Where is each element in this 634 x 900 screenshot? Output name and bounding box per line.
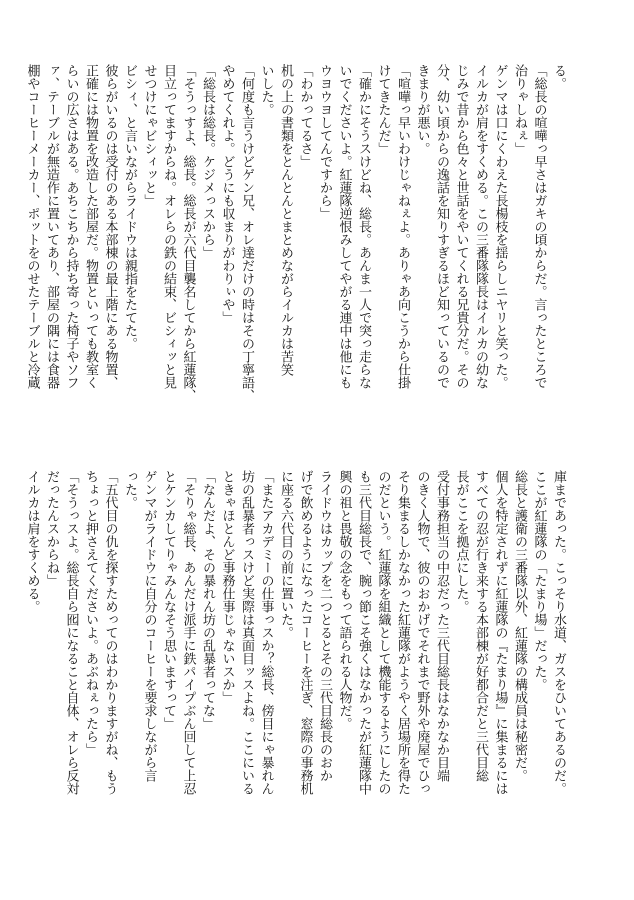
bottom-block-line: 「そりゃ総長、あんだけ派手に鉄パイプぶん回して上忍 <box>180 470 196 795</box>
bottom-block-line: った。 <box>122 470 137 509</box>
bottom-block-line: 個人を特定されずに紅蓮隊の『たまり場』に集まるには <box>492 470 508 795</box>
bottom-block-line: ちょっと押さえてくださいよ。あぶねぇったら」 <box>83 470 98 756</box>
bottom-block-line: のきく人物で、彼のおかげでそれまで野外や廃屋でひっ <box>414 470 430 795</box>
top-block-line: 正確には物置を改造した部屋だ。物置といっても教室く <box>83 64 98 389</box>
text-column-block-top <box>24 64 568 404</box>
top-block-line: る。 <box>551 64 566 90</box>
bottom-block-line: そり集まるしかなかった紅蓮隊がようやく居場所を得た <box>395 470 410 795</box>
top-block-line: ァ、テーブルが無造作に置いてあり、部屋の隅には食器 <box>44 64 59 389</box>
bottom-block-line: 受付事務担当の中忍だった三代目総長はなかなか目端 <box>434 470 449 782</box>
top-block-line: 治りゃしねぇ」 <box>512 64 527 155</box>
bottom-block-line: も三代目総長で、腕っ節こそ強くはなかったが紅蓮隊中 <box>356 470 371 795</box>
top-block-line: ウヨウヨしてんですから」 <box>317 64 332 220</box>
bottom-block-line: のだという。紅蓮隊を組織として機能するようにしたの <box>375 470 391 795</box>
top-block-line: 彼らがいるのは受付のある本部棟の最上階にある物置、 <box>102 64 118 389</box>
top-block-line: じみで昔から色々と世話をやいてくれる兄貴分だ。その <box>453 64 469 389</box>
bottom-block-line: イルカは肩をすくめる。 <box>24 470 40 613</box>
top-block-line: 「喧嘩っ早いわけじゃねぇよ。ありゃあ向こうから仕掛 <box>395 64 410 389</box>
bottom-block-line: 庫まであった。こっそり水道、ガスをひいてあるのだ。 <box>551 470 566 795</box>
bottom-block-line: 総長と護衛の三番隊以外、紅蓮隊の構成員は秘密だ。 <box>512 470 527 782</box>
bottom-block-line: ライドウはカップを二つとるとその三代目総長のおか <box>317 470 332 782</box>
top-block-line: ゲンマは口にくわえた長楊枝を揺らしニヤリと笑った。 <box>492 64 508 389</box>
top-block-line: 目立ってますからね。オレらの鉄の結束、ビシィッと見 <box>161 64 176 389</box>
top-block-line: 「わかってるさ」 <box>297 64 313 168</box>
bottom-block-line: 「またアカデミーの仕事っスか？総長、傍目にゃ暴れん <box>258 470 274 795</box>
top-block-line: いした。 <box>258 64 274 116</box>
bottom-block-line: ここが紅蓮隊の「たまり場」だった。 <box>531 470 547 691</box>
top-block-line: きまりが悪い。 <box>414 64 430 155</box>
top-block-line: やめてくれよ。どうにも収まりがわりぃや」 <box>219 64 235 324</box>
bottom-block-line: だったんスからね」 <box>44 470 59 587</box>
top-block-line: 棚やコーヒーメーカー、ポットをのせたテーブルと冷蔵 <box>24 64 40 389</box>
bottom-block-line: 興の祖と畏敬の念をもって語られる人物だ。 <box>336 470 352 730</box>
top-block-line: 机の上の書類をとんとんとまとめながらイルカは苦笑 <box>278 64 293 376</box>
top-block-line: 「そうっすよ、総長。総長が六代目襲名してから紅蓮隊、 <box>180 64 196 402</box>
bottom-block-line: とケンカしてりゃみんなそう思いますって」 <box>161 470 176 730</box>
bottom-block-line: 「五代目の仇を探すためってのはわかりますがね、もう <box>102 470 118 795</box>
bottom-block-line: ときゃほとんど事務仕事じゃないスか」 <box>219 470 235 704</box>
text-column-block-bottom <box>24 470 568 810</box>
bottom-block-line: 「なんだよ、その暴れん坊の乱暴者ってな」 <box>200 470 215 730</box>
top-block-line: けてきたんだ」 <box>375 64 391 155</box>
top-block-line: ビシィ、と言いながらライドウは親指をたてた。 <box>122 64 137 350</box>
top-block-line: らいの広さはある。あちこちから持ち寄った椅子やソフ <box>63 64 79 389</box>
top-block-line: 「総長は総長。ケジメっスから」 <box>200 64 215 259</box>
top-block-line: せつけにゃビシィッと」 <box>141 64 157 207</box>
top-block-line: 「何度も言うけどゲン兄、オレ達だけの時はその丁寧語、 <box>239 64 254 402</box>
bottom-block-line: げで飲めるようになったコーヒーを注ぎ、窓際の事務机 <box>297 470 313 795</box>
top-block-line: いでくださいよ。紅蓮隊逆恨みしてやがる連中は他にも <box>336 64 352 389</box>
bottom-block-line: すべての忍が行き来する本部棟が好都合だと三代目総 <box>473 470 488 782</box>
bottom-block-line: 長がここを拠点にした。 <box>453 470 469 613</box>
bottom-block-line: に座る六代目の前に置いた。 <box>278 470 293 639</box>
bottom-block-line: 「そうっスよ。総長自ら囮になること自体、オレら反対 <box>63 470 79 795</box>
bottom-block-line: 坊の乱暴者っスけど実際は真面目ッスよね。ここにいる <box>239 470 254 795</box>
top-block-line: イルカが肩をすくめる。この三番隊隊長はイルカの幼な <box>473 64 488 389</box>
top-block-line: 「総長の喧嘩っ早さはガキの頃からだ。言ったところで <box>531 64 547 389</box>
top-block-line: 「確かにそうスけどね、総長。あんま一人で突っ走らな <box>356 64 371 389</box>
top-block-line: 分、幼い頃からの逸話を知りすぎるほど知っているので <box>434 64 449 389</box>
bottom-block-line: ゲンマがライドウに自分のコーヒーを要求しながら言 <box>141 470 157 782</box>
